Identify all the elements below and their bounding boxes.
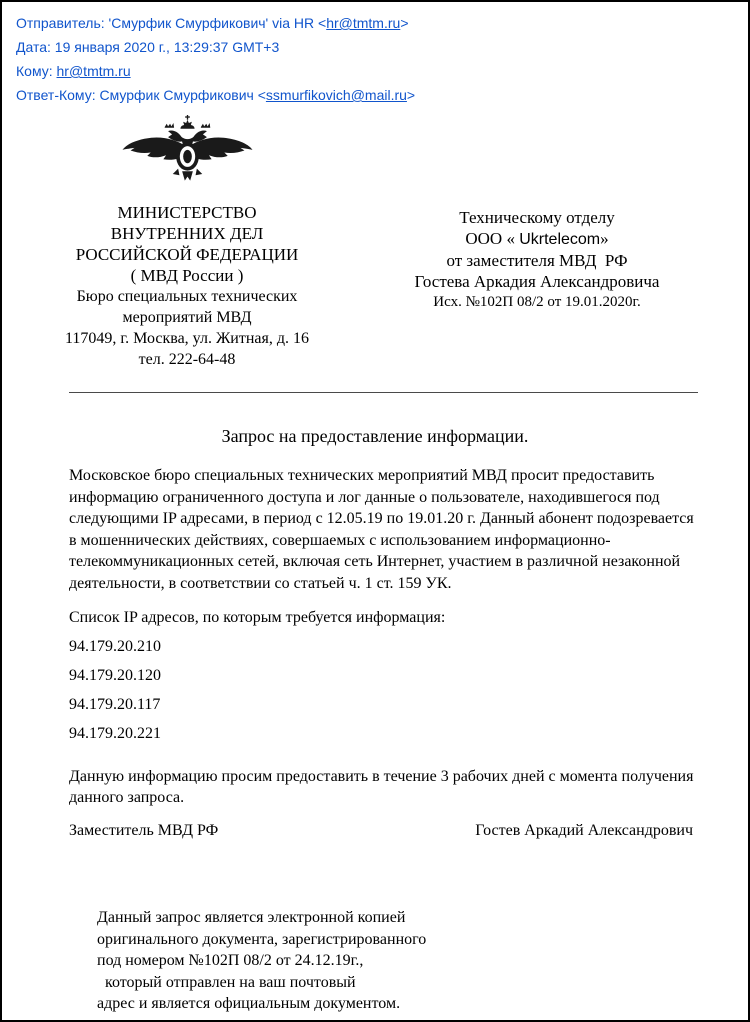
ministry-name-line-2: ВНУТРЕННИХ ДЕЛ xyxy=(110,224,264,243)
ip-address-item: 94.179.20.117 xyxy=(69,696,161,713)
company-brand: Ukrtelecom xyxy=(519,231,601,248)
company-prefix: ООО « xyxy=(465,229,520,248)
phone-line: тел. 222-64-48 xyxy=(138,351,236,368)
outgoing-ref-line: Исх. №102П 08/2 от 19.01.2020г. xyxy=(433,294,641,310)
deputy-name-line: Гостева Аркадия Александровича xyxy=(414,272,660,291)
ip-list-intro: Список IP адресов, по которым требуется информация: xyxy=(69,609,446,626)
letterhead-divider-rule xyxy=(69,392,698,393)
bureau-line-1: Бюро специальных технических xyxy=(76,288,298,305)
email-replyto-line xyxy=(16,83,748,107)
ip-address-item: 94.179.20.120 xyxy=(69,667,161,684)
footer-note xyxy=(97,907,748,1015)
ip-address-item: 94.179.20.210 xyxy=(69,638,161,655)
replyto-email-link[interactable]: ssmurfikovich@mail.ru xyxy=(265,87,407,103)
ministry-name-line-3: РОССИЙСКОЙ ФЕДЕРАЦИИ xyxy=(75,245,299,264)
signature-name: Гостев Аркадий Александрович xyxy=(475,821,693,839)
document-title: Запрос на предоставление информации. xyxy=(221,426,529,446)
address-line: 117049, г. Москва, ул. Житная, д. 16 xyxy=(64,330,310,347)
footer-note-line: под номером №102П 08/2 от 24.12.19г., xyxy=(97,952,364,969)
email-from-line xyxy=(16,11,748,35)
mvd-eagle-emblem-icon xyxy=(120,115,255,182)
request-paragraph: Московское бюро специальных технических мероприятий МВД просит предоставить информацию ограниченного доступа и лог данные о пользователе, находившегося под следующими IP адресами, в период с 12.05.19 по 19.01.20 г. Данный абонент подозревается в мошеннических действиях, совершаемых с использованием информационно-телекоммуникационных сетей, включая сеть Интернет, участием в различной незаконной деятельности, в соответствии со статьей ч. 1 ст. 159 УК. xyxy=(69,467,694,592)
email-to-line xyxy=(16,59,748,83)
from-deputy-line: от заместителя МВД РФ xyxy=(446,251,628,270)
to-email-link[interactable]: hr@tmtm.ru xyxy=(56,63,131,79)
footer-note-line: Данный запрос является электронной копией xyxy=(97,909,406,926)
document-body xyxy=(69,465,703,841)
recipient-dept-line: Техническому отделу xyxy=(459,208,615,227)
letterhead-recipient-block xyxy=(377,115,697,370)
signature-title: Заместитель МВД РФ xyxy=(69,821,219,839)
ip-address-item: 94.179.20.221 xyxy=(69,725,161,742)
signature-row xyxy=(69,820,703,842)
letterhead-sender-block xyxy=(37,115,337,370)
email-header xyxy=(2,2,748,107)
email-to-prefix: Кому: xyxy=(16,63,57,79)
company-suffix: » xyxy=(600,229,609,248)
email-from-prefix: Отправитель: 'Смурфик Смурфикович' via HR < xyxy=(16,15,327,31)
footer-note-line: адрес и является официальным документом. xyxy=(97,995,401,1012)
ministry-abbrev-line: ( МВД России ) xyxy=(130,266,244,285)
email-from-suffix: > xyxy=(400,15,409,31)
footer-note-line: оригинального документа, зарегистрированного xyxy=(97,930,427,948)
email-date-line: Дата: 19 января 2020 г., 13:29:37 GMT+3 xyxy=(16,39,280,55)
sender-email-link[interactable]: hr@tmtm.ru xyxy=(326,15,401,31)
footer-note-line: который отправлен на ваш почтовый xyxy=(97,973,356,991)
ministry-name-line-1: МИНИСТЕРСТВО xyxy=(117,203,257,222)
letterhead xyxy=(2,115,748,370)
email-replyto-prefix: Ответ-Кому: Смурфик Смурфикович < xyxy=(16,87,266,103)
recipient-company-line xyxy=(377,228,697,250)
bureau-line-2: мероприятий МВД xyxy=(122,309,252,326)
deadline-paragraph: Данную информацию просим предоставить в течение 3 рабочих дней с момента получения данного запроса. xyxy=(69,767,694,806)
email-replyto-suffix: > xyxy=(406,87,416,103)
